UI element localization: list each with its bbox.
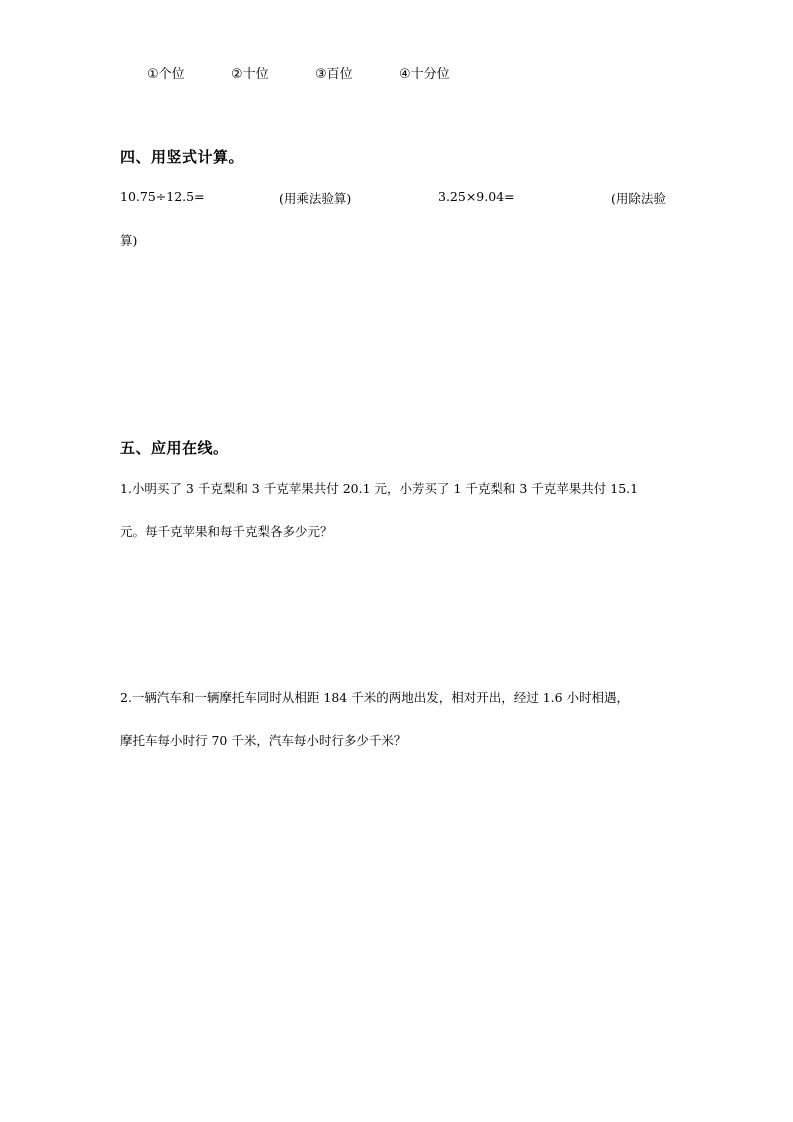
option-1: ①个位 [147,67,185,82]
problem-2-note: (用除法验 [611,191,666,206]
section-5-title: 五、应用在线。 [120,439,229,457]
question-1-line-2: 元。每千克苹果和每千克梨各多少元？ [120,524,333,539]
option-3: ③百位 [315,67,353,82]
problem-2-expression: 3.25×9.04= [438,189,515,204]
question-2-line-1: 2.一辆汽车和一辆摩托车同时从相距 184 千米的两地出发，相对开出，经过 1.6 小时相遇， [120,690,630,705]
question-1-line-1: 1.小明买了 3 千克梨和 3 千克苹果共付 20.1 元，小芳买了 1 千克梨和 3 千克苹果共付 15.1 [120,481,639,496]
problem-2-note-continued: 算) [120,233,138,248]
section-4-title: 四、用竖式计算。 [120,148,245,166]
problem-1-expression: 10.75÷12.5= [120,189,205,204]
question-2-line-2: 摩托车每小时行 70 千米，汽车每小时行多少千米？ [120,733,407,748]
option-2: ②十位 [231,67,269,82]
option-4: ④十分位 [399,67,450,82]
problem-1-note: (用乘法验算) [279,191,352,206]
